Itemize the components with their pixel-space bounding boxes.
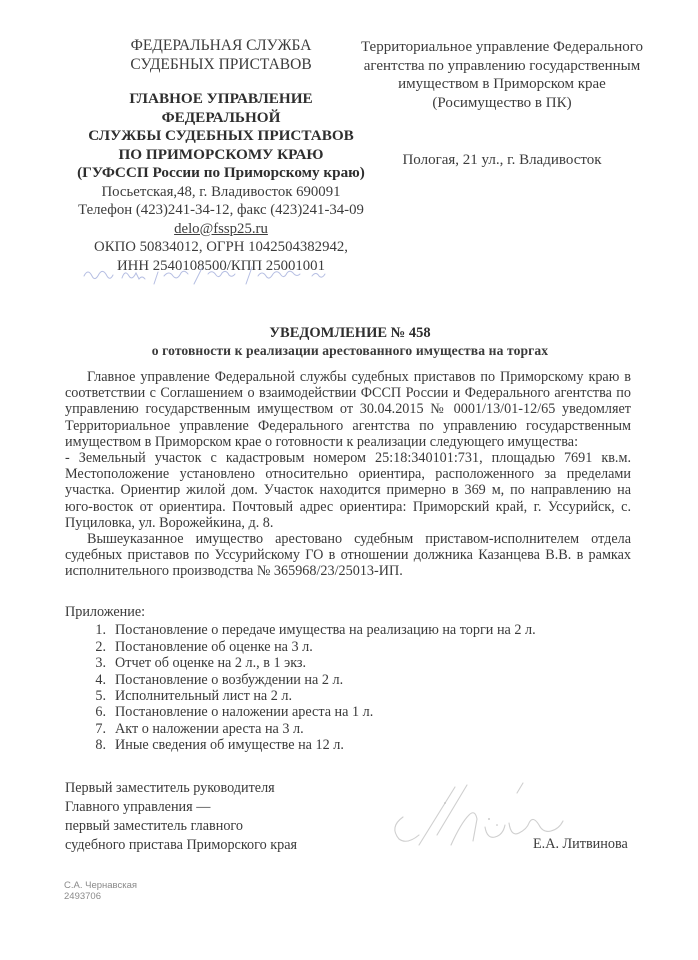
appendix-item — [65, 622, 625, 638]
sender-address: Посьетская,48, г. Владивосток 690091 — [101, 183, 341, 200]
recipient-name-line-2: агентства по управлению государственным — [363, 57, 641, 74]
appendix-item-number: 8. — [95, 737, 106, 754]
notice-heading — [100, 324, 600, 360]
appendix-item-number: 5. — [95, 688, 106, 705]
appendix-item-number: 2. — [95, 638, 106, 655]
appendix-item-number: 1. — [95, 622, 106, 639]
executor-phone: 2493706 — [64, 891, 101, 902]
appendix-item-text: Постановление об оценке на 3 л. — [115, 638, 313, 655]
appendix-item — [65, 655, 625, 671]
body-paragraph-intro: Главное управление Федеральной службы судебных приставов по Приморскому краю в соответствии с Соглашением о взаимодействии ФССП России и Федерального агентства по управлению государственным имуществом от 30.04.2015 № 0001/13/01-12/65 уведомляет Территориальное управление Федерального агентства по управлению государственным имуществом в Приморском крае о готовности к реализации следующего имущества: — [65, 369, 631, 450]
notice-title: УВЕДОМЛЕНИЕ № 458 — [269, 325, 431, 341]
executor-name: С.А. Чернавская — [64, 880, 138, 891]
signer-position-line-4: судебного пристава Приморского края — [65, 837, 298, 853]
department-line-4: ПО ПРИМОРСКОМУ КРАЮ — [118, 145, 324, 163]
department-line-3: СЛУЖБЫ СУДЕБНЫХ ПРИСТАВОВ — [88, 127, 354, 144]
executor-info — [64, 880, 137, 902]
body-paragraph-property: - Земельный участок с кадастровым номером 25:18:340101:731, площадью 7691 кв.м. Местоположение установлено относительно ориентира, расположенного за пределами участка. Ориентир жилой дом. Участок находится примерно в 369 м, по направлению на юго-восток от ориентира. Почтовый адрес ориентира: Приморский край, г. Уссурийск, с. Пуциловка, ул. Ворожейкина, д. 8. — [65, 450, 631, 531]
sender-codes-1: ОКПО 50834012, ОГРН 1042504382942, — [94, 239, 348, 255]
appendix-item — [65, 672, 625, 688]
appendix-item-text: Отчет об оценке на 2 л., в 1 экз. — [115, 655, 307, 672]
signer-position — [65, 779, 385, 855]
appendix-item — [65, 737, 625, 753]
sender-phone: Телефон (423)241-34-12, факс (423)241-34-09 — [78, 202, 364, 218]
body-paragraph-arrest: Вышеуказанное имущество арестовано судебным приставом-исполнителем отдела судебных приставов по Уссурийскому ГО в отношении должника Казанцева В.В. в рамках исполнительного производства № 365968/23/25013-ИП. — [65, 531, 631, 580]
appendix-section — [65, 604, 625, 754]
appendix-item-number: 4. — [95, 671, 106, 688]
appendix-item-text: Постановление о передаче имущества на реализацию на торги на 2 л. — [115, 622, 536, 639]
department-abbreviation: (ГУФССП России по Приморскому краю) — [77, 164, 365, 181]
service-name-line-1: ФЕДЕРАЛЬНАЯ СЛУЖБА — [130, 37, 312, 54]
appendix-item — [65, 639, 625, 655]
handwritten-registration-mark — [80, 262, 380, 286]
recipient-name-line-3: имуществом в Приморском крае — [398, 76, 606, 92]
recipient-block — [352, 38, 652, 170]
notice-subtitle: о готовности к реализации арестованного имущества на торгах — [151, 343, 549, 358]
signer-position-line-1: Первый заместитель руководителя — [65, 780, 275, 796]
appendix-item-number: 3. — [95, 655, 106, 672]
signer-position-line-3: первый заместитель главного — [65, 818, 243, 834]
appendix-heading: Приложение: — [65, 604, 146, 620]
signer-name: Е.А. Литвинова — [533, 836, 628, 852]
appendix-item-text: Постановление о возбуждении на 2 л. — [115, 671, 344, 688]
recipient-address: Пологая, 21 ул., г. Владивосток — [402, 152, 602, 168]
notice-body — [65, 369, 631, 580]
appendix-item — [65, 704, 625, 720]
service-name-line-2: СУДЕБНЫХ ПРИСТАВОВ — [130, 56, 312, 73]
appendix-item-text: Иные сведения об имуществе на 12 л. — [115, 737, 344, 754]
recipient-name-line-1: Территориальное управление Федерального — [360, 39, 644, 55]
appendix-item — [65, 721, 625, 737]
appendix-item-text: Постановление о наложении ареста на 1 л. — [115, 704, 374, 721]
signer-position-line-2: Главного управления — — [65, 799, 211, 815]
recipient-name-line-4: (Росимущество в ПК) — [432, 94, 572, 111]
appendix-item-text: Исполнительный лист на 2 л. — [115, 688, 293, 705]
appendix-list — [65, 622, 625, 753]
department-line-1: ГЛАВНОЕ УПРАВЛЕНИЕ — [129, 90, 313, 107]
appendix-item-number: 6. — [95, 704, 106, 721]
appendix-item-number: 7. — [95, 720, 106, 737]
sender-codes-2: ИНН 2540108500/КПП 25001001 — [117, 257, 325, 274]
sender-block — [62, 36, 380, 275]
appendix-item — [65, 688, 625, 704]
appendix-item-text: Акт о наложении ареста на 3 л. — [115, 720, 304, 737]
department-line-2: ФЕДЕРАЛЬНОЙ — [161, 108, 281, 126]
sender-email-link[interactable]: delo@fssp25.ru — [174, 220, 268, 237]
